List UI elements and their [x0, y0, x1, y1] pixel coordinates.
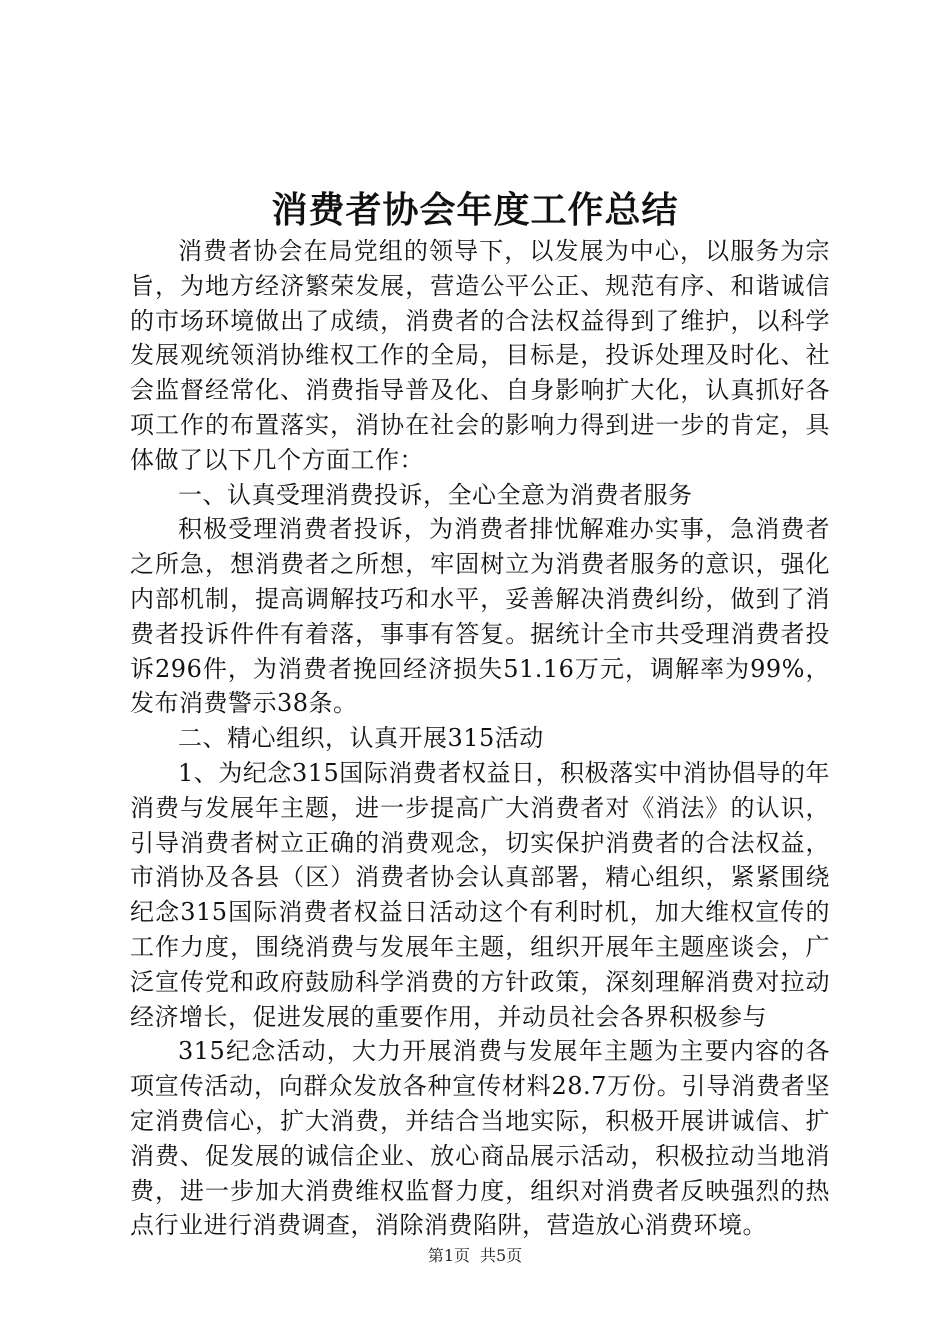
paragraph-complaints: 积极受理消费者投诉，为消费者排忧解难办实事，急消费者之所急，想消费者之所想，牢固树立为消费者服务的意识，强化内部机制，提高调解技巧和水平，妥善解决消费纠纷，做到了消费者投诉件件有着落，事事有答复。据统计全市共受理消费者投诉296件，为消费者挽回经济损失51.16万元，调解率为99%，发布消费警示38条。 — [130, 515, 830, 718]
document-body — [130, 234, 830, 1243]
page-number: 第1页 — [427, 1246, 470, 1265]
document-title: 消费者协会年度工作总结 — [271, 189, 679, 231]
page-footer — [0, 1244, 950, 1268]
section-heading-1: 一、认真受理消费投诉，全心全意为消费者服务 — [178, 480, 693, 509]
paragraph-315-part1: 1、为纪念315国际消费者权益日，积极落实中消协倡导的年消费与发展年主题，进一步提高广大消费者对《消法》的认识，引导消费者树立正确的消费观念，切实保护消费者的合法权益，市消协及各县（区）消费者协会认真部署，精心组织，紧紧围绕纪念315国际消费者权益日活动这个有利时机，加大维权宣传的工作力度，围绕消费与发展年主题，组织开展年主题座谈会，广泛宣传党和政府鼓励科学消费的方针政策，深刻理解消费对拉动经济增长，促进发展的重要作用，并动员社会各界积极参与 — [130, 758, 830, 1031]
paragraph-intro: 消费者协会在局党组的领导下，以发展为中心，以服务为宗旨，为地方经济繁荣发展，营造公平公正、规范有序、和谐诚信的市场环境做出了成绩，消费者的合法权益得到了维护，以科学发展观统领消协维权工作的全局，目标是，投诉处理及时化、社会监督经常化、消费指导普及化、自身影响扩大化，认真抓好各项工作的布置落实，消协在社会的影响力得到进一步的肯定，具体做了以下几个方面工作： — [130, 237, 830, 474]
paragraph-315-part2: 315纪念活动，大力开展消费与发展年主题为主要内容的各项宣传活动，向群众发放各种宣传材料28.7万份。引导消费者坚定消费信心，扩大消费，并结合当地实际，积极开展讲诚信、扩消费、促发展的诚信企业、放心商品展示活动，积极拉动当地消费，进一步加大消费维权监督力度，组织对消费者反映强烈的热点行业进行消费调查，消除消费陷阱，营造放心消费环境。 — [130, 1037, 830, 1240]
section-heading-2: 二、精心组织，认真开展315活动 — [178, 724, 544, 753]
page-total: 共5页 — [480, 1246, 523, 1265]
